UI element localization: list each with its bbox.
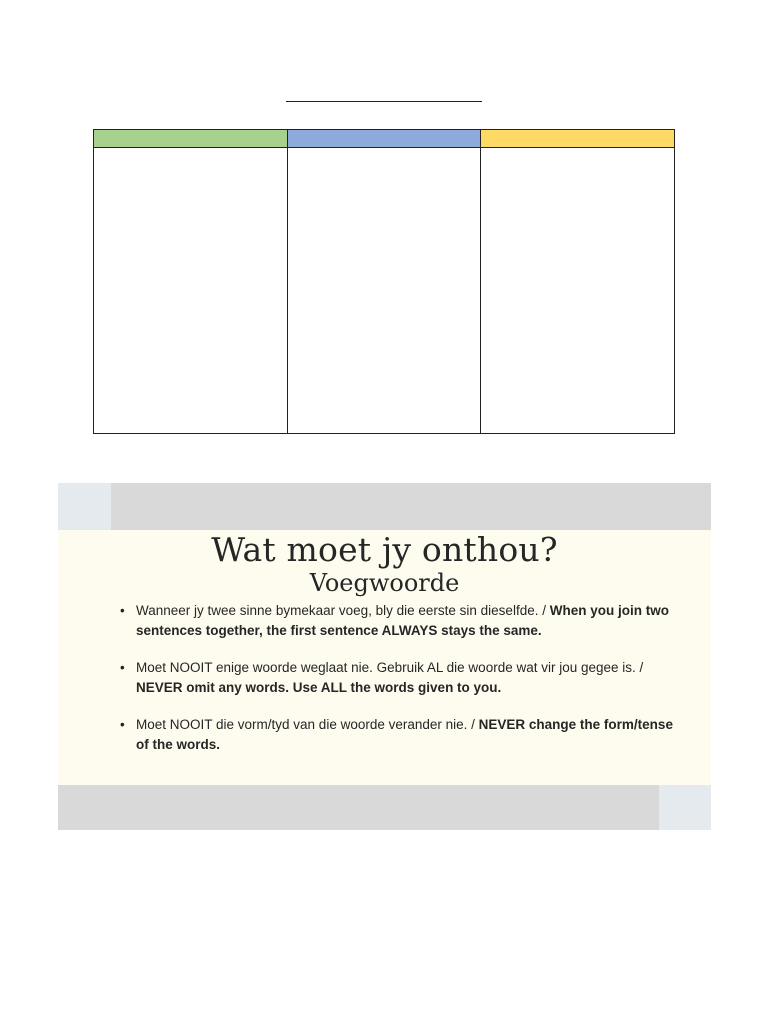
rules-list — [118, 601, 678, 772]
title-blank-line — [286, 101, 482, 102]
table-header-yellow — [481, 130, 675, 148]
rule-3-afrikaans: Moet NOOIT die vorm/tyd van die woorde verander nie. / — [136, 717, 479, 732]
slide-subtitle: Voegwoorde — [309, 569, 460, 597]
table-header-blue — [287, 130, 481, 148]
reminder-slide — [58, 483, 711, 830]
slide-top-corner-block — [58, 483, 111, 530]
rule-item-3 — [118, 715, 678, 755]
bullet-icon: • — [120, 717, 125, 732]
slide-title: Wat moet jy onthou? — [211, 530, 558, 569]
table-cell-column-1[interactable] — [94, 148, 288, 434]
rule-2-english: NEVER omit any words. Use ALL the words given to you. — [136, 680, 502, 695]
table-cell-column-3[interactable] — [481, 148, 675, 434]
slide-bottom-corner-block — [659, 785, 711, 830]
slide-bottom-band — [58, 785, 711, 830]
bullet-icon: • — [120, 660, 125, 675]
rule-2-afrikaans: Moet NOOIT enige woorde weglaat nie. Gebruik AL die woorde wat vir jou gegee is. / — [136, 660, 644, 675]
table-cell-column-2[interactable] — [287, 148, 481, 434]
rule-1-afrikaans: Wanneer jy twee sinne bymekaar voeg, bly die eerste sin dieselfde. / — [136, 603, 550, 618]
rule-item-1 — [118, 601, 678, 641]
rule-1-english: When you join two sentences together, the first sentence ALWAYS stays the same. — [136, 603, 669, 638]
bullet-icon: • — [120, 603, 125, 618]
slide-top-band — [58, 483, 711, 530]
rule-3-english: NEVER change the form/tense of the words. — [136, 717, 673, 752]
sorting-table — [93, 129, 675, 434]
table-body-row — [94, 148, 675, 434]
table-header-green — [94, 130, 288, 148]
rule-item-2 — [118, 658, 678, 698]
table-header-row — [94, 130, 675, 148]
